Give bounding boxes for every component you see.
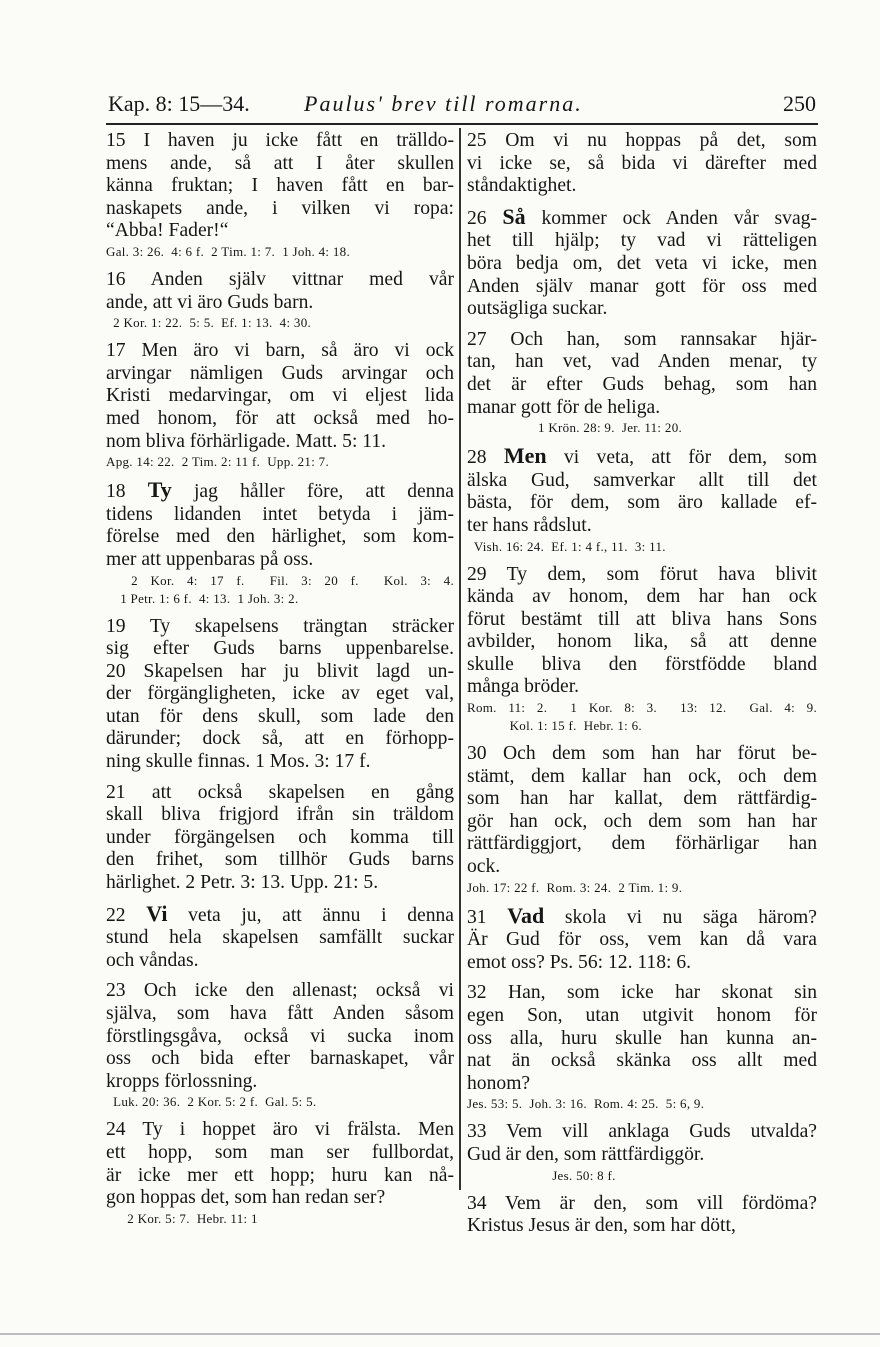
right-column <box>467 130 817 1238</box>
emphasized-initial-word: Vi <box>146 900 168 926</box>
text-line: 16 Anden själv vittnar med vår <box>106 268 454 290</box>
verse-paragraph <box>106 980 454 1093</box>
text-line: ock. <box>467 856 501 878</box>
text-line: känna fruktan; I haven fått en bar- <box>106 175 454 197</box>
text-line: 21 att också skapelsen en gång <box>106 781 454 803</box>
text-line: outsägliga suckar. <box>467 298 608 320</box>
text-line: 2 Kor. 4: 17 f. Fil. 3: 20 f. Kol. 3: 4. <box>106 572 454 588</box>
text-line: stämt, dem kallar han ock, och dem <box>467 765 817 787</box>
text-line: Rom. 11: 2. 1 Kor. 8: 3. 13: 12. Gal. 4: 9. <box>467 700 817 716</box>
text-line: rättfärdiggjort, dem förhärligar han <box>467 833 817 855</box>
text-line: älska Gud, samverkar allt till det <box>467 469 817 491</box>
text-line: gon hoppas det, som han redan ser? <box>106 1187 386 1209</box>
text-line: därunder; dock så, att en förhopp- <box>106 728 454 750</box>
text-line: Gud är den, som rättfärdiggör. <box>467 1143 705 1165</box>
text-line: nom bliva förhärligade. Matt. 5: 11. <box>106 430 387 452</box>
text-line: under förgängelsen och komma till <box>106 826 454 848</box>
text-line: 27 Och han, som rannsakar hjär- <box>467 328 817 350</box>
text-line: Kristus Jesus är den, som har dött, <box>467 1215 736 1237</box>
cross-reference <box>467 879 817 897</box>
text-line: 29 Ty dem, som förut hava blivit <box>467 563 817 585</box>
line-text: vi veta, att för dem, som <box>546 447 817 469</box>
text-line: avbilder, honom lika, så att denne <box>467 631 817 653</box>
page-number: 250 <box>783 91 816 116</box>
left-column <box>106 130 454 1231</box>
verse-paragraph <box>106 479 454 571</box>
text-line: tan, han vet, vad Anden menar, ty <box>467 351 817 373</box>
text-line: 25 Om vi nu hoppas på det, som <box>467 130 817 151</box>
verse-paragraph <box>106 340 454 453</box>
text-line <box>467 902 817 930</box>
text-line: sig efter Guds barns uppenbarelse. <box>106 638 454 660</box>
verse-paragraph <box>106 269 454 314</box>
verse-number: 28 <box>467 447 504 469</box>
text-line: förelse med den härlighet, som kom- <box>106 526 454 548</box>
verse-paragraph <box>467 130 817 198</box>
text-line <box>106 479 454 504</box>
text-line: Jes. 50: 8 f. <box>467 1167 616 1183</box>
verse-paragraph <box>467 743 817 879</box>
text-line: skulle bliva den förstfödde bland <box>467 653 817 675</box>
text-line: Vish. 16: 24. Ef. 1: 4 f., 11. 3: 11. <box>467 538 666 554</box>
text-line: egen Son, utan utgivit honom för <box>467 1005 817 1026</box>
verse-paragraph <box>467 1121 817 1166</box>
text-line: 24 Ty i hoppet äro vi frälsta. Men <box>106 1119 454 1141</box>
text-line: skall bliva frigjord ifrån sin träldom <box>106 804 454 826</box>
text-line: själva, som hava fått Anden såsom <box>106 1003 454 1024</box>
cross-reference <box>467 1095 817 1113</box>
text-line: 1 Petr. 1: 6 f. 4: 13. 1 Joh. 3: 2. <box>106 590 299 606</box>
verse-paragraph <box>467 564 817 700</box>
text-line: oss alla, huru skulle han kunna an- <box>467 1027 817 1049</box>
text-line: ande, att vi äro Guds barn. <box>106 291 314 313</box>
verse-number: 22 <box>106 904 147 926</box>
header-rule <box>106 123 818 125</box>
text-line: emot oss? Ps. 56: 12. 118: 6. <box>467 951 692 973</box>
line-text: jag håller före, att denna <box>171 481 454 503</box>
column-divider <box>459 128 461 1190</box>
line-text: veta ju, att ännu i denna <box>167 904 454 926</box>
text-line: böra bedja om, det veta vi icke, men <box>467 252 817 274</box>
text-line <box>467 203 817 231</box>
text-line: mer att uppenbaras på oss. <box>106 548 314 570</box>
text-line: 32 Han, som icke har skonat sin <box>467 982 817 1004</box>
text-line: manar gott för de heliga. <box>467 396 661 418</box>
text-line: tidens lidanden intet betyda i jäm- <box>106 503 454 525</box>
line-text: kommer ock Anden vår svag- <box>525 207 817 229</box>
text-line: härlighet. 2 Petr. 3: 13. Upp. 21: 5. <box>106 872 379 894</box>
text-line: Luk. 20: 36. 2 Kor. 5: 2 f. Gal. 5: 5. <box>106 1094 317 1110</box>
text-line: “Abba! Fader!“ <box>106 220 229 242</box>
text-line: gör han ock, och dem som han har <box>467 810 817 832</box>
verse-paragraph <box>467 982 817 1095</box>
text-line: den frihet, som tillhör Guds barns <box>106 849 454 871</box>
verse-paragraph <box>106 1119 454 1209</box>
verse-number: 18 <box>106 481 148 503</box>
text-line: Gal. 3: 26. 4: 6 f. 2 Tim. 1: 7. 1 Joh. 4: 18. <box>106 243 351 259</box>
text-line: det är efter Guds behag, som han <box>467 373 817 395</box>
verse-paragraph <box>467 1193 817 1238</box>
text-line: ståndaktighet. <box>467 175 577 197</box>
bottom-scan-edge <box>0 1333 880 1335</box>
text-line: som han har kallat, dem rättfärdig- <box>467 788 817 810</box>
verse-paragraph <box>467 329 817 419</box>
cross-reference <box>467 699 817 735</box>
text-line: 17 Men äro vi barn, så äro vi ock <box>106 340 454 362</box>
cross-reference <box>467 538 817 556</box>
verse-paragraph <box>106 900 454 973</box>
emphasized-initial-word: Men <box>503 443 547 469</box>
text-line: arvingar nämligen Guds arvingar och <box>106 362 454 384</box>
text-line: honom? <box>467 1072 531 1094</box>
text-line: stund hela skapelsen samfällt suckar <box>106 927 454 949</box>
text-line: vi icke se, så bida vi därefter med <box>467 152 817 174</box>
verse-paragraph <box>467 445 817 537</box>
verse-number: 26 <box>467 207 503 229</box>
text-line: 1 Krön. 28: 9. Jer. 11: 20. <box>467 420 683 436</box>
cross-reference <box>467 419 817 437</box>
text-line: Är Gud för oss, vem kan då vara <box>467 929 817 951</box>
verse-paragraph <box>467 902 817 975</box>
text-line: 34 Vem är den, som vill fördöma? <box>467 1192 817 1214</box>
cross-reference <box>106 572 454 608</box>
text-line: är icke mer ett hopp; huru kan nå- <box>106 1164 454 1186</box>
page-header <box>108 86 816 122</box>
text-line: ter hans rådslut. <box>467 514 592 536</box>
text-line: och våndas. <box>106 949 199 971</box>
emphasized-initial-word: Vad <box>507 902 545 928</box>
text-line: 15 I haven ju icke fått en trälldo- <box>106 130 454 151</box>
cross-reference <box>106 1210 454 1228</box>
cross-reference <box>467 1167 817 1185</box>
emphasized-initial-word: Ty <box>147 477 172 503</box>
emphasized-initial-word: Så <box>502 203 526 229</box>
text-line: 30 Och dem som han har förut be- <box>467 743 817 765</box>
text-line: Apg. 14: 22. 2 Tim. 2: 11 f. Upp. 21: 7. <box>106 454 330 470</box>
line-text: skola vi nu säga härom? <box>544 906 817 928</box>
text-line: Kristi medarvingar, om vi eljest lida <box>106 385 454 407</box>
text-line: Kol. 1: 15 f. Hebr. 1: 6. <box>467 718 642 734</box>
text-line: 2 Kor. 1: 22. 5: 5. Ef. 1: 13. 4: 30. <box>106 315 312 331</box>
cross-reference <box>106 1093 454 1111</box>
text-line: med honom, för att också med ho- <box>106 407 454 429</box>
running-title: Paulus' brev till romarna. <box>304 91 583 116</box>
verse-paragraph <box>467 203 817 321</box>
verse-number: 31 <box>467 906 508 928</box>
text-line: förut bestämt till att bliva hans Sons <box>467 608 817 630</box>
text-line: oss och bida efter barnaskapet, vår <box>106 1048 454 1070</box>
text-line: naskapets ande, i vilken vi ropa: <box>106 197 454 219</box>
text-line: mens ande, så att I åter skullen <box>106 152 454 174</box>
text-line: bästa, för dem, som äro kallade ef- <box>467 492 817 514</box>
text-line: 23 Och icke den allenast; också vi <box>106 980 454 1002</box>
cross-reference <box>106 453 454 471</box>
text-line: der förgängligheten, icke av eget val, <box>106 683 454 705</box>
text-line <box>106 900 454 928</box>
text-line: många bröder. <box>467 676 580 698</box>
text-line: nat än också skänka oss allt med <box>467 1050 817 1072</box>
text-line: Joh. 17: 22 f. Rom. 3: 24. 2 Tim. 1: 9. <box>467 879 683 895</box>
text-line: ett hopp, som man ser fullbordat, <box>106 1141 454 1163</box>
text-line: kända av honom, dem har han ock <box>467 586 817 608</box>
text-line: 33 Vem vill anklaga Guds utvalda? <box>467 1121 817 1143</box>
text-line: ning skulle finnas. 1 Mos. 3: 17 f. <box>106 751 371 773</box>
text-line: 20 Skapelsen har ju blivit lagd un- <box>106 660 454 682</box>
cross-reference <box>106 243 454 261</box>
text-line: förstlingsgåva, också vi sucka inom <box>106 1025 454 1047</box>
verse-paragraph <box>106 782 454 895</box>
text-line: het till hjälp; ty vad vi rätteligen <box>467 230 817 252</box>
text-line: kropps förlossning. <box>106 1070 258 1092</box>
cross-reference <box>106 314 454 332</box>
text-line: 19 Ty skapelsens trängtan sträcker <box>106 615 454 637</box>
text-line: 2 Kor. 5: 7. Hebr. 11: 1 <box>106 1210 258 1226</box>
chapter-reference: Kap. 8: 15—34. <box>108 91 250 116</box>
text-line: utan för dens skull, som lade den <box>106 705 454 727</box>
text-line: Anden själv manar gott för oss med <box>467 275 817 297</box>
text-line: Jes. 53: 5. Joh. 3: 16. Rom. 4: 25. 5: 6, 9. <box>467 1096 705 1112</box>
verse-paragraph <box>106 616 454 774</box>
verse-paragraph <box>106 130 454 243</box>
text-line <box>467 445 817 470</box>
